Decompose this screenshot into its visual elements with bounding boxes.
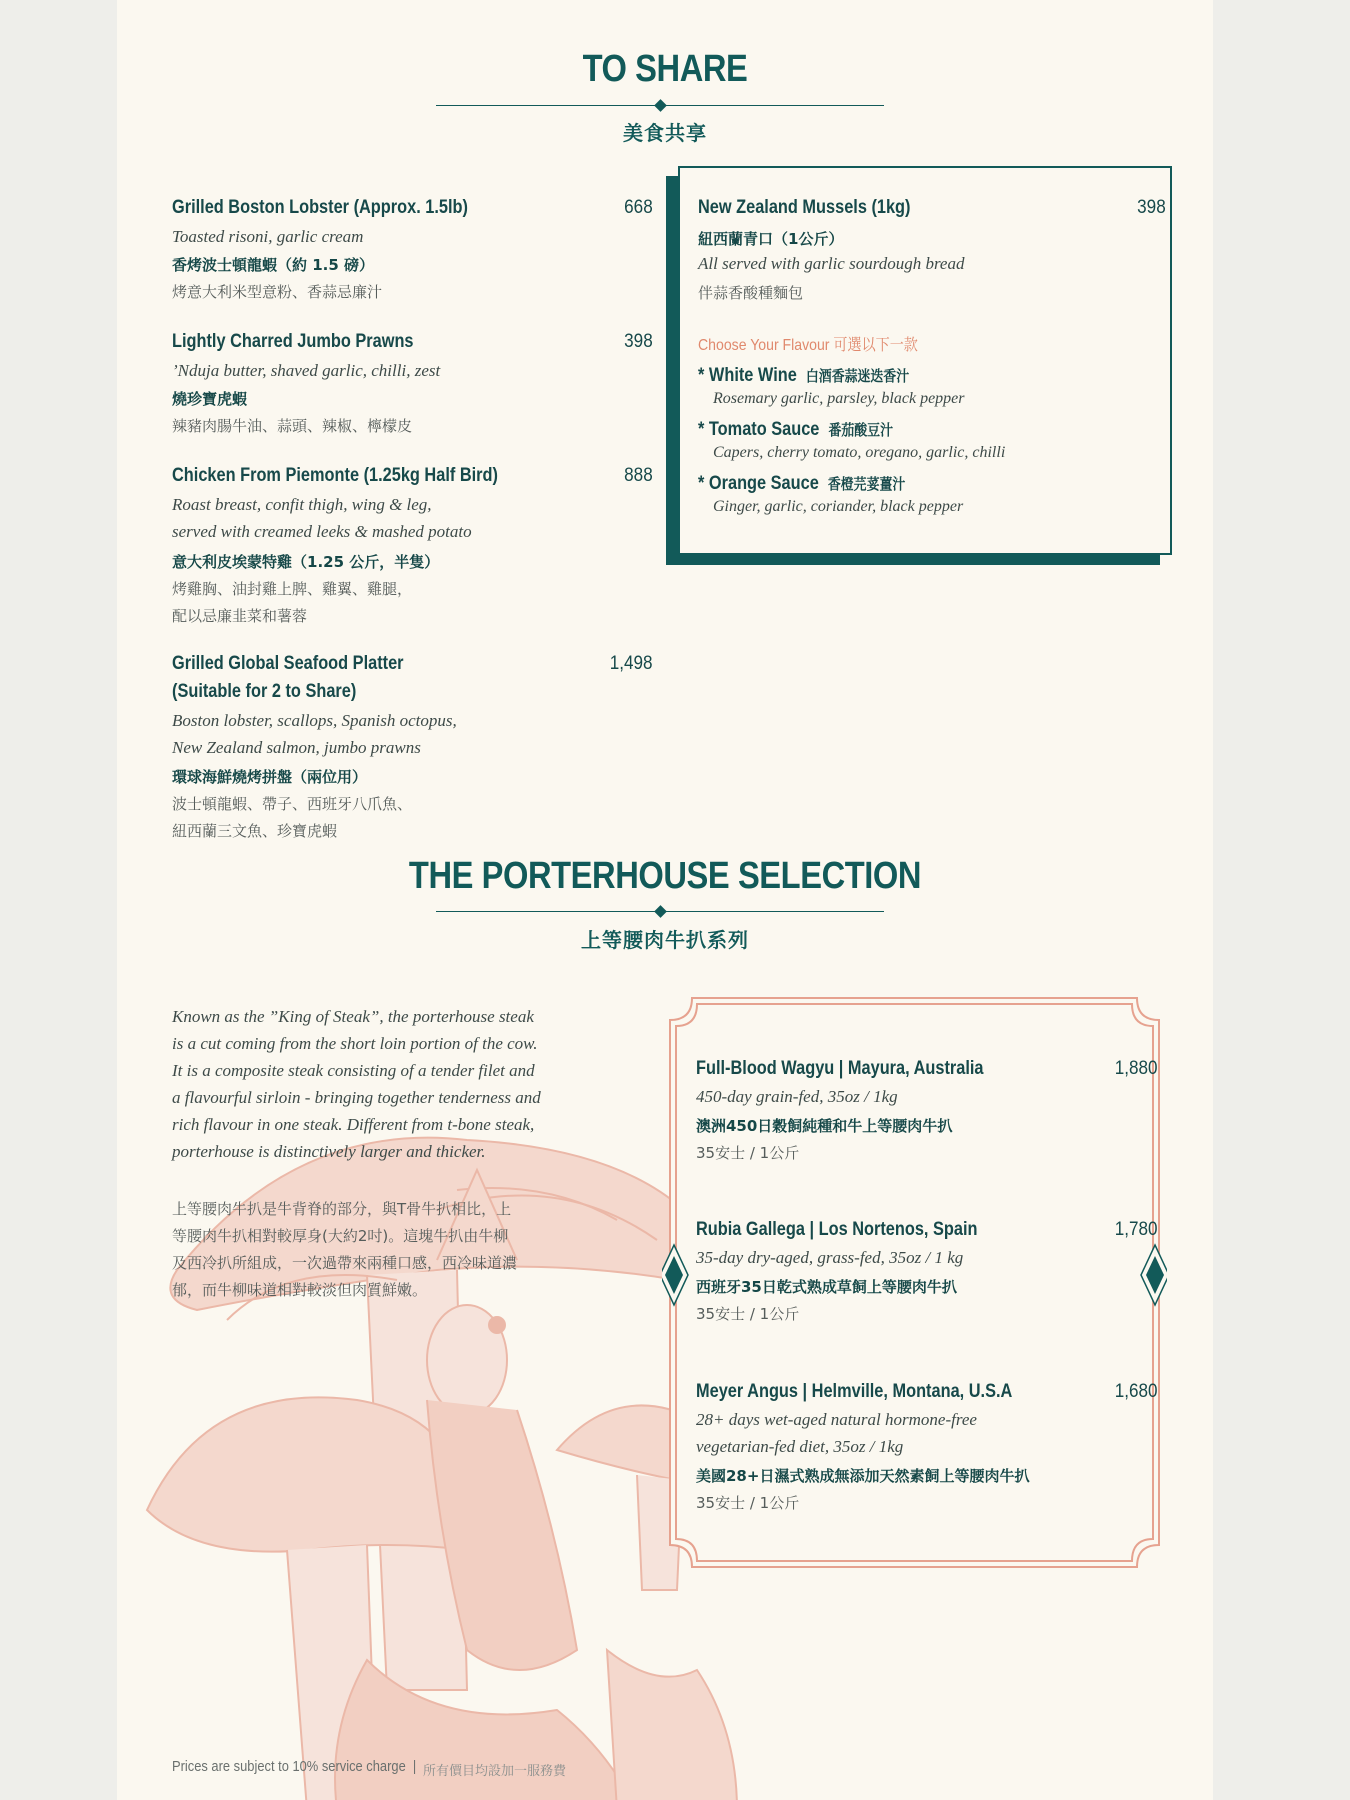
item-description-zh: 烤雞胸、油封雞上脾、雞翼、雞腿，: [172, 580, 413, 598]
intro-line-zh: 等腰肉牛扒相對較厚身(大約2吋)。這塊牛扒由牛柳: [172, 1227, 509, 1245]
item-description: All served with garlic sourdough bread: [698, 254, 965, 273]
section-title-to-share: TO SHARE: [582, 48, 748, 90]
item-name: Grilled Boston Lobster (Approx. 1.5lb): [172, 197, 468, 218]
section-subtitle-porterhouse: 上等腰肉牛扒系列: [581, 928, 749, 952]
item-description-zh: 35安士 / 1公斤: [696, 1494, 800, 1512]
flavour-description: Ginger, garlic, coriander, black pepper: [713, 498, 964, 515]
item-description: New Zealand salmon, jumbo prawns: [172, 738, 421, 757]
item-name-zh: 燒珍寶虎蝦: [172, 390, 248, 408]
item-description-zh: 35安士 / 1公斤: [696, 1144, 800, 1162]
item-description-zh: 辣豬肉腸牛油、蒜頭、辣椒、檸檬皮: [172, 417, 413, 435]
intro-line-zh: 上等腰肉牛扒是牛背脊的部分，與T骨牛扒相比，上: [172, 1200, 512, 1218]
item-description-zh: 紐西蘭三文魚、珍寶虎蝦: [172, 822, 338, 840]
item-description-zh: 波士頓龍蝦、帶子、西班牙八爪魚、: [172, 795, 413, 813]
item-name: New Zealand Mussels (1kg): [698, 197, 911, 218]
section-subtitle-to-share: 美食共享: [623, 121, 707, 145]
footer-note: Prices are subject to 10% service charge |: [172, 1758, 417, 1775]
section-title-porterhouse: THE PORTERHOUSE SELECTION: [408, 855, 922, 897]
mussels-box: [678, 166, 1172, 555]
item-price: 1,680: [1115, 1381, 1158, 1402]
item-price: 668: [624, 197, 653, 218]
item-description: 28+ days wet-aged natural hormone-free: [696, 1410, 977, 1429]
item-name-zh: 意大利皮埃蒙特雞（1.25 公斤，半隻）: [172, 553, 440, 571]
intro-line-zh: 郁，而牛柳味道相對較淡但肉質鮮嫩。: [172, 1281, 428, 1299]
item-name-zh: 美國28+日濕式熟成無添加天然素飼上等腰肉牛扒: [696, 1467, 1030, 1485]
intro-line: It is a composite steak consisting of a tender filet and: [172, 1061, 535, 1080]
item-price: 398: [624, 331, 653, 352]
item-name: Grilled Global Seafood Platter: [172, 653, 404, 674]
item-name-zh: 西班牙35日乾式熟成草飼上等腰肉牛扒: [696, 1278, 957, 1296]
item-name-zh: 香烤波士頓龍蝦（約 1.5 磅）: [172, 256, 375, 274]
item-description: Roast breast, confit thigh, wing & leg,: [172, 495, 432, 514]
item-name: Meyer Angus | Helmville, Montana, U.S.A: [696, 1381, 1013, 1402]
intro-line: Known as the ”King of Steak”, the porterhouse steak: [172, 1007, 534, 1026]
item-description: 450-day grain-fed, 35oz / 1kg: [696, 1087, 898, 1106]
item-description: Boston lobster, scallops, Spanish octopus,: [172, 711, 457, 730]
item-description: vegetarian-fed diet, 35oz / 1kg: [696, 1437, 904, 1456]
intro-line-zh: 及西冷扒所組成，一次過帶來兩種口感，西冷味道濃: [172, 1254, 518, 1272]
item-description: served with creamed leeks & mashed potato: [172, 522, 472, 541]
item-price: 1,498: [610, 653, 653, 674]
item-description: ’Nduja butter, shaved garlic, chilli, zest: [172, 361, 441, 380]
item-name-zh: 澳洲450日穀飼純種和牛上等腰肉牛扒: [696, 1117, 953, 1135]
item-description: 35-day dry-aged, grass-fed, 35oz / 1 kg: [696, 1248, 964, 1267]
flavour-description: Rosemary garlic, parsley, black pepper: [713, 390, 965, 407]
intro-line: is a cut coming from the short loin portion of the cow.: [172, 1034, 538, 1053]
item-name: Chicken From Piemonte (1.25kg Half Bird): [172, 465, 498, 486]
item-name: Full-Blood Wagyu | Mayura, Australia: [696, 1058, 984, 1079]
intro-line: rich flavour in one steak. Different from t-bone steak,: [172, 1115, 535, 1134]
divider-diamond-icon: [654, 905, 667, 918]
item-description: Toasted risoni, garlic cream: [172, 227, 364, 246]
item-price: 888: [624, 465, 653, 486]
flavour-name: * White Wine 白酒香蒜迷迭香汁: [698, 365, 910, 386]
intro-line: porterhouse is distinctively larger and thicker.: [172, 1142, 486, 1161]
item-name: Rubia Gallega | Los Nortenos, Spain: [696, 1219, 978, 1240]
item-name-zh: 紐西蘭青口（1公斤）: [698, 230, 844, 248]
item-description-zh: 烤意大利米型意粉、香蒜忌廉汁: [172, 283, 383, 301]
item-name: Lightly Charred Jumbo Prawns: [172, 331, 414, 352]
item-description-zh: 配以忌廉韭菜和薯蓉: [172, 607, 308, 625]
item-name-zh: 環球海鮮燒烤拼盤（兩位用）: [172, 768, 368, 786]
flavour-name: * Orange Sauce 香橙芫荽薑汁: [698, 473, 906, 494]
item-description-zh: 伴蒜香酸種麵包: [698, 284, 804, 302]
item-price: 398: [1137, 197, 1166, 218]
item-name: (Suitable for 2 to Share): [172, 681, 357, 702]
divider-diamond-icon: [654, 99, 667, 112]
footer-note-zh: 所有價目均設加一服務費: [423, 1764, 567, 1779]
item-description-zh: 35安士 / 1公斤: [696, 1305, 800, 1323]
item-price: 1,880: [1115, 1058, 1158, 1079]
flavour-description: Capers, cherry tomato, oregano, garlic, chilli: [713, 444, 1006, 461]
flavour-name: * Tomato Sauce 番茄酸豆汁: [698, 419, 893, 440]
intro-line: a flavourful sirloin - bringing together tenderness and: [172, 1088, 541, 1107]
choose-flavour-label: Choose Your Flavour 可選以下一款: [698, 337, 918, 354]
menu-page: [117, 0, 1213, 1800]
item-price: 1,780: [1115, 1219, 1158, 1240]
